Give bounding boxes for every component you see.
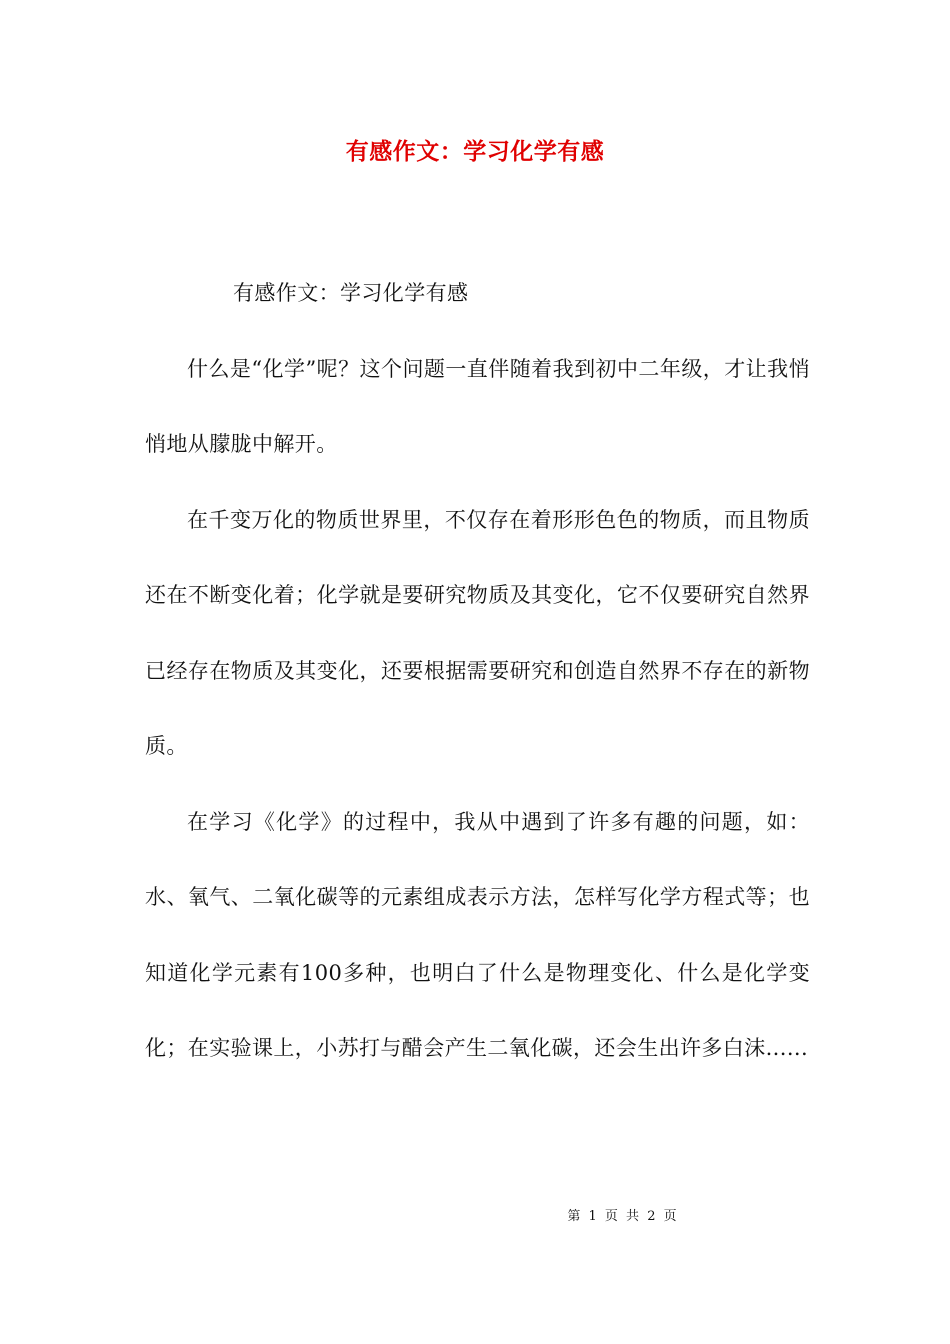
paragraph: 在学习《化学》的过程中，我从中遇到了许多有趣的问题，如：水、氧气、二氧化碳等的元素组成表示方法，怎样写化学方程式等；也知道化学元素有100多种，也明白了什么是物理变化、什么是化学变化；在实验课上，小苏打与醋会产生二氧化碳，还会生出许多白沫......: [145, 809, 810, 1060]
paragraph: 在千变万化的物质世界里，不仅存在着形形色色的物质，而且物质还在不断变化着；化学就是要研究物质及其变化，它不仅要研究自然界已经存在物质及其变化，还要根据需要研究和创造自然界不存在的新物质。: [145, 507, 810, 758]
paragraph: 什么是“化学”呢？这个问题一直伴随着我到初中二年级，才让我悄悄地从朦胧中解开。: [145, 356, 810, 456]
document-body: [145, 256, 810, 1087]
document-subtitle: 有感作文：学习化学有感: [233, 281, 469, 305]
document-title: 有感作文：学习化学有感: [345, 139, 605, 165]
page-number-footer: 第 1 页 共 2 页: [567, 1209, 679, 1224]
